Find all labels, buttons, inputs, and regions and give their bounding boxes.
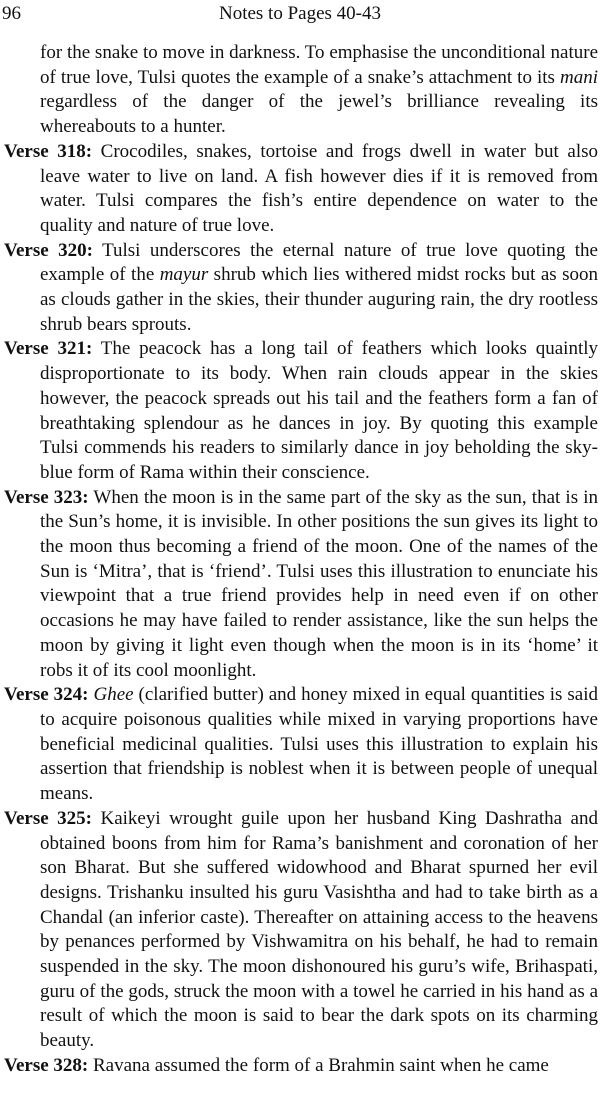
- verse-label: Verse 328:: [4, 1054, 89, 1076]
- verse-label: Verse 321:: [4, 338, 93, 360]
- verse-note-325: [4, 807, 598, 1054]
- verse-note-text: Crocodiles, snakes, tortoise and frogs dwell in water but also leave water to live on land. A fish however dies if it is removed from water. Tulsi compares the fish’s entire dependence on water to the quality and nature of true love.: [40, 140, 599, 236]
- notes-body: [4, 41, 598, 1079]
- text-span: Tulsi underscores the eternal nature of true love quoting the example of the: [40, 239, 598, 286]
- verse-label: Verse 318:: [4, 140, 93, 162]
- verse-note-320: [4, 239, 598, 338]
- verse-note-328: [4, 1054, 598, 1079]
- italic-term: Ghee: [93, 684, 134, 706]
- verse-note-318: [4, 140, 598, 239]
- text-span: for the snake to move in darkness. To emphasise the unconditional nature of true love, Tulsi quotes the example of a snake’s attachment to its: [40, 42, 598, 88]
- verse-note-323: [4, 486, 598, 684]
- text-span: (clarified butter) and honey mixed in equal quantities is said to acquire poisonous qualities while mixed in varying proportions have beneficial medicinal qualities. Tulsi uses this illustration to explain his assertion that friendship is noblest when it is between people of unequal means.: [40, 684, 599, 805]
- continued-note-paragraph: [4, 41, 598, 140]
- page-number: 96: [2, 3, 21, 24]
- verse-note-324: [4, 683, 598, 807]
- italic-term: mayur: [159, 264, 209, 286]
- text-span: regardless of the danger of the jewel’s brilliance revealing its whereabouts to a hunter.: [40, 91, 598, 138]
- text-span: shrub which lies withered midst rocks but as soon as clouds gather in the skies, their thunder auguring rain, the dry rootless shrub bears sprouts.: [40, 264, 598, 335]
- verse-label: Verse 325:: [4, 807, 92, 829]
- verse-note-text: Kaikeyi wrought guile upon her husband King Dashratha and obtained boons from him for Rama’s banishment and coronation of her son Bharat. But she suffered widowhood and Bharat spurned her evil designs. Trishanku insulted his guru Vasishtha and had to take birth as a Chandal (an inferior caste). Thereafter on attaining access to the heavens by penances performed by Vishwamitra on his behalf, he had to remain suspended in the sky. The moon dishonoured his guru’s wife, Brihaspati, guru of the gods, struck the moon with a towel he carried in his hand as a result of which the moon is said to bear the dark spots on its charming beauty.: [40, 807, 598, 1052]
- verse-label: Verse 323:: [4, 486, 89, 508]
- verse-note-text: The peacock has a long tail of feathers which looks quaintly disproportionate to its body. When rain clouds appear in the skies however, the peacock spreads out his tail and the feathers form a fan of breathtaking splendour as he dances in joy. By quoting this example Tulsi commends his readers to similarly dance in joy beholding the sky-blue form of Rama within their conscience.: [40, 338, 598, 483]
- page-header: [0, 3, 600, 29]
- running-head: Notes to Pages 40-43: [218, 3, 381, 24]
- verse-label: Verse 324:: [4, 684, 89, 706]
- italic-term: mani: [560, 66, 598, 88]
- verse-note-321: [4, 337, 598, 485]
- verse-note-text: When the moon is in the same part of the sky as the sun, that is in the Sun’s home, it is invisible. In other positions the sun gives its light to the moon thus becoming a friend of the moon. One of the names of the Sun is ‘Mitra’, that is ‘friend’. Tulsi uses this illustration to enunciate his viewpoint that a true friend provides help in need even if on other occasions he may have failed to render assistance, like the sun helps the moon by giving it light even though when the moon is in its ‘home’ it robs it of its cool moonlight.: [40, 486, 598, 681]
- verse-label: Verse 320:: [4, 239, 93, 261]
- verse-note-text: Ravana assumed the form of a Brahmin saint when he came: [88, 1054, 549, 1076]
